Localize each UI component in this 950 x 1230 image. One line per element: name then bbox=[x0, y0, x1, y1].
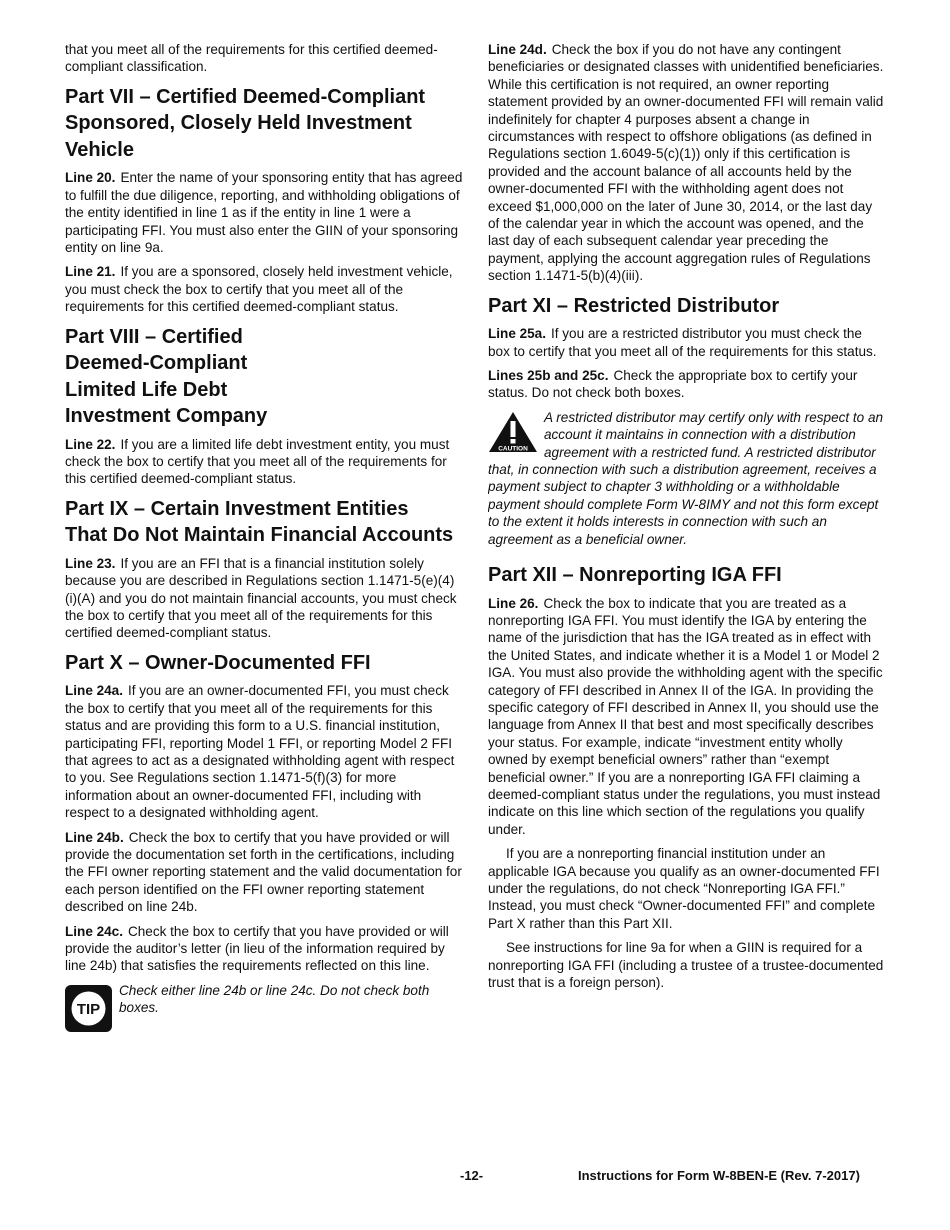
caution-icon-label: CAUTION bbox=[498, 445, 528, 453]
line-20-text: Enter the name of your sponsoring entity that has agreed to fulfill the due diligence, reporting, and withholding obligations of the entity identified in line 1 as if the entity in line 1 were a participating FFI. You must also enter the GIIN of your sponsoring entity on line 9a. bbox=[65, 170, 463, 255]
right-column bbox=[488, 41, 886, 999]
line-24c-label: Line 24c. bbox=[65, 923, 123, 939]
left-column bbox=[65, 41, 463, 1034]
line-23-paragraph bbox=[65, 555, 463, 642]
part-xii-heading: Part XII – Nonreporting IGA FFI bbox=[488, 564, 782, 587]
line-20-paragraph bbox=[65, 169, 463, 256]
giin-paragraph: See instructions for line 9a for when a GIIN is required for a nonreporting IGA FFI (including a trustee of a trustee-documented trust that is a foreign person). bbox=[488, 940, 884, 991]
caution-text: A restricted distributor may certify only with respect to an account it maintains in connection with a distribution agreement with a restricted fund. A restricted distributor that, in connection with such a distribution agreement, receives a payment subject to chapter 3 withholding or a withholdable payment should complete Form W-8IMY and not this form except to the extent it holds interests in connection with such an agreement as a beneficial owner. bbox=[488, 409, 884, 547]
line-26-paragraph bbox=[488, 595, 886, 839]
caution-callout bbox=[488, 409, 886, 548]
page-number: -12- bbox=[460, 1168, 484, 1183]
line-20-label: Line 20. bbox=[65, 170, 116, 186]
line-23-text: If you are an FFI that is a financial institution solely because you are described in Regulations section 1.1471-5(e)(4)(i)(A) and you do not maintain financial accounts, you must check the box to certify that you meet all of the requirements for this certified deemed-compliant status. bbox=[65, 555, 457, 641]
tip-icon bbox=[65, 985, 112, 1032]
line-25a-text: If you are a restricted distributor you must check the box to certify that you meet all of the requirements for this status. bbox=[488, 326, 877, 359]
lines-25b-25c-text: Check the appropriate box to certify your status. Do not check both boxes. bbox=[488, 368, 858, 401]
line-24a-paragraph bbox=[65, 682, 463, 821]
line-24d-label: Line 24d. bbox=[488, 42, 547, 57]
line-25a-label: Line 25a. bbox=[488, 326, 546, 342]
line-25a-paragraph bbox=[488, 325, 886, 360]
caution-icon bbox=[488, 411, 538, 453]
part-xi-heading: Part XI – Restricted Distributor bbox=[488, 294, 780, 317]
line-24b-label: Line 24b. bbox=[65, 829, 124, 845]
line-23-label: Line 23. bbox=[65, 555, 116, 571]
tip-icon-label: TIP bbox=[76, 1000, 101, 1018]
line-21-label: Line 21. bbox=[65, 264, 116, 280]
line-24d-paragraph bbox=[488, 41, 886, 285]
line-22-text: If you are a limited life debt investment entity, you must check the box to certify that you meet all of the requirements for this certified deemed-compliant status. bbox=[65, 436, 450, 487]
line-24d-text: Check the box if you do not have any contingent beneficiaries or designated classes with unidentified beneficiaries. While this certification is not required, an owner reporting statement provided by an owner-documented FFI will remain valid indefinitely for chapter 4 purposes absent a change in circumstances with respect to offshore obligations (as defined in Regulations section 1.6049-5(c)(1)) only if this certification is provided and the account balance of all accounts held by the owner-documented FFI with the withholding agent does not exceed $1,000,000 on the later of June 30, 2014, or the last day of the calendar year in which the account was opened, and the last day of each subsequent calendar year preceding the payment, applying the account aggregation rules of Regulations section 1.1471-5(b)(4)(iii). bbox=[488, 42, 884, 284]
line-21-paragraph bbox=[65, 263, 463, 315]
line-21-text: If you are a sponsored, closely held investment vehicle, you must check the box to certify that you meet all of the requirements for this certified deemed-compliant status. bbox=[65, 264, 453, 315]
line-24c-paragraph bbox=[65, 923, 463, 975]
tip-text: Check either line 24b or line 24c. Do not check both boxes. bbox=[119, 982, 430, 1016]
line-22-label: Line 22. bbox=[65, 436, 116, 452]
lines-25b-25c-paragraph bbox=[488, 367, 886, 402]
part-vii-heading: Part VII – Certified Deemed-Compliant Sponsored, Closely Held Investment Vehicle bbox=[65, 85, 426, 161]
line-24b-text: Check the box to certify that you have provided or will provide the documentation set forth in the certifications, including the FFI owner reporting statement and the valid documentation for each person identified on the FFI owner reporting statement described on line 24b. bbox=[65, 829, 462, 915]
line-22-paragraph bbox=[65, 436, 463, 488]
form-title: Instructions for Form W-8BEN-E (Rev. 7-2017) bbox=[578, 1168, 860, 1183]
part-viii-heading: Part VIII – Certified Deemed-Compliant Limited Life Debt Investment Company bbox=[65, 325, 268, 428]
line-24a-label: Line 24a. bbox=[65, 683, 123, 699]
part-x-heading: Part X – Owner-Documented FFI bbox=[65, 651, 371, 674]
part-ix-heading: Part IX – Certain Investment Entities That Do Not Maintain Financial Accounts bbox=[65, 497, 454, 547]
nonreporting-paragraph: If you are a nonreporting financial institution under an applicable IGA because you qualify as an owner-documented FFI under the regulations, do not check “Nonreporting IGA FFI.” Instead, you must check “Owner-documented FFI” and complete Part X rather than this Part XII. bbox=[488, 846, 880, 931]
line-24a-text: If you are an owner-documented FFI, you must check the box to certify that you meet all of the requirements for this status and are providing this form to a U.S. financial institution, participating FFI, reporting Model 1 FFI, or reporting Model 2 FFI that agrees to act as a designated withholding agent with respect to you. See Regulations section 1.1471-5(f)(3) for more information about an owner-documented FFI, including with respect to a designated withholding agent. bbox=[65, 683, 455, 821]
lines-25b-25c-label: Lines 25b and 25c. bbox=[488, 368, 609, 383]
line-26-label: Line 26. bbox=[488, 595, 539, 611]
line-26-text: Check the box to indicate that you are treated as a nonreporting IGA FFI. You must identify the IGA by entering the name of the jurisdiction that has the IGA treated as in effect with the United States, and indicate whether it is a Model 1 or Model 2 IGA. You must also provide the withholding agent with the specific category of FFI described in Annex II of the IGA. In providing the specific category of FFI described in Annex II, you should use the language from Annex II that best and most specifically describes your status. For example, indicate “investment entity wholly owned by exempt beneficial owners” rather than “exempt beneficial owner.” If you are a nonreporting IGA FFI claiming a deemed-compliant status under the regulations, you must instead indicate on this line which section of the regulations you qualify under. bbox=[488, 595, 883, 837]
tip-callout bbox=[65, 982, 463, 1034]
line-24c-text: Check the box to certify that you have provided or will provide the auditor’s letter (in lieu of the information required by line 24b) that satisfies the requirements reflected on this line. bbox=[65, 923, 449, 974]
line-24b-paragraph bbox=[65, 829, 463, 916]
intro-paragraph: that you meet all of the requirements for this certified deemed-compliant classification. bbox=[65, 42, 438, 75]
